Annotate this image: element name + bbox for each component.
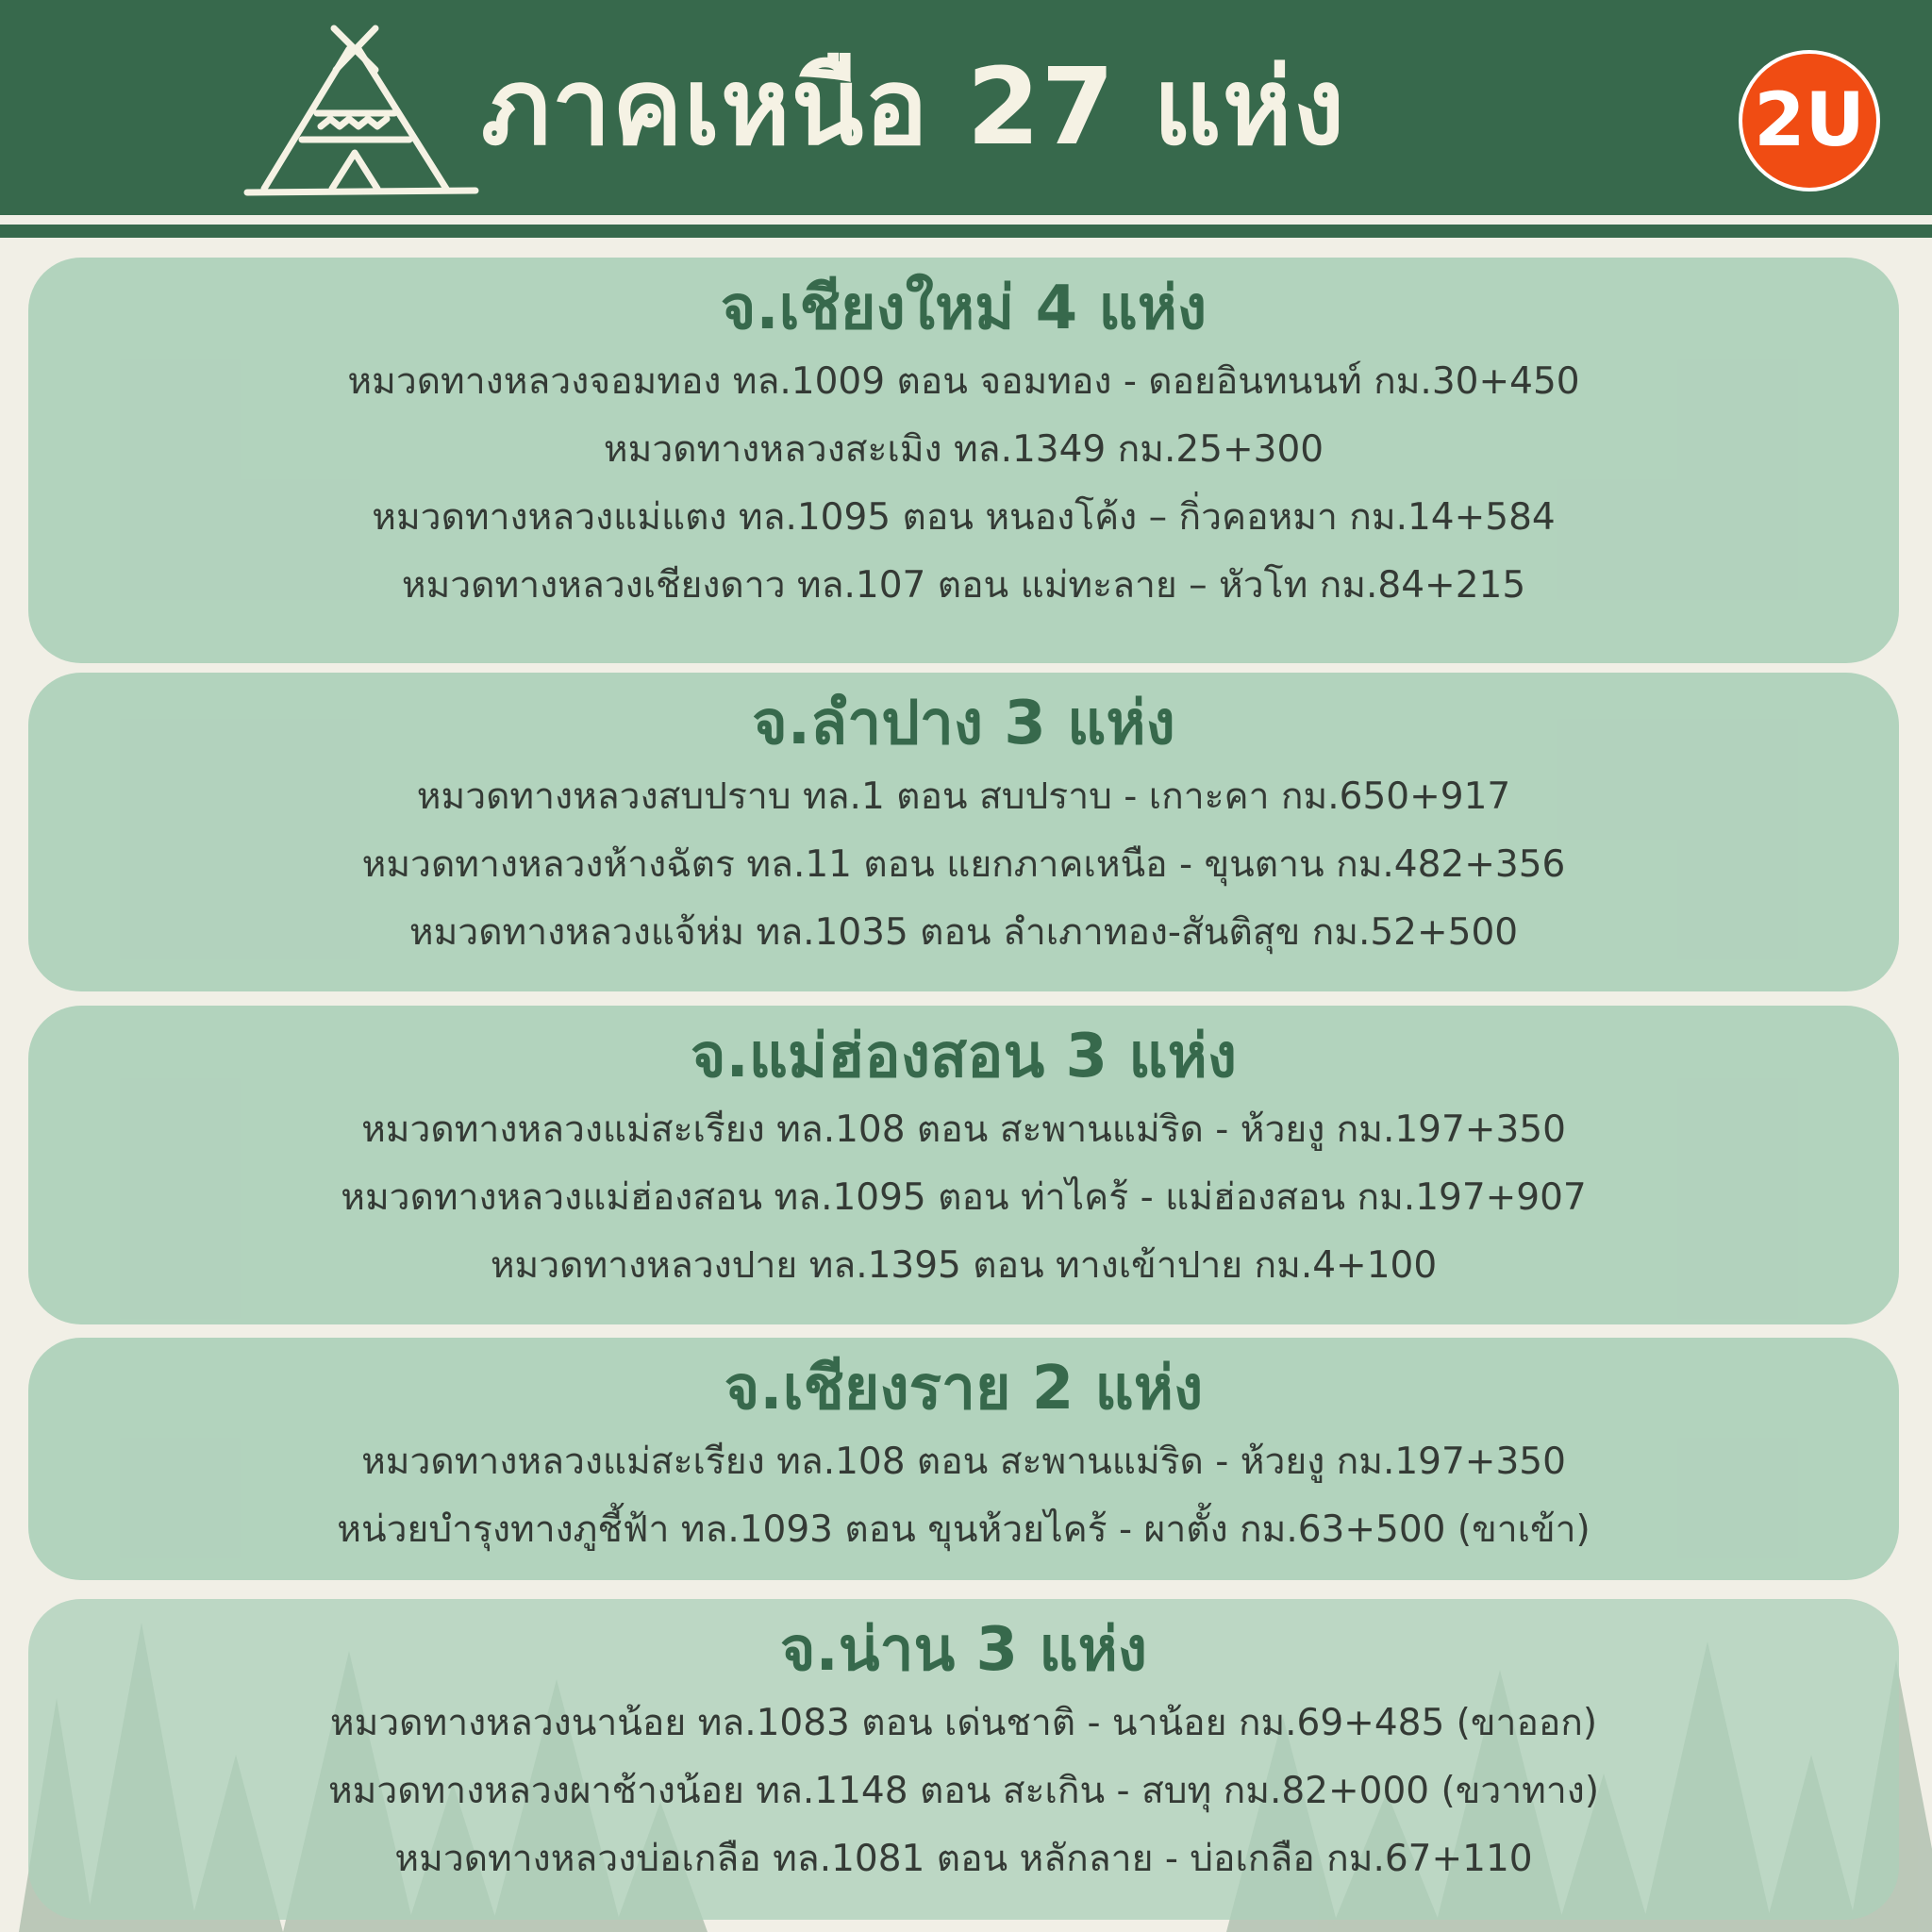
section-title: จ.เชียงใหม่ 4 แห่ง <box>720 274 1208 343</box>
list-item: หมวดทางหลวงสะเมิง ทล.1349 กม.25+300 <box>603 428 1324 471</box>
list-item: หมวดทางหลวงแม่สะเรียง ทล.108 ตอน สะพานแม่ริด - ห้วยงู กม.197+350 <box>361 1108 1566 1151</box>
page-title: ภาคเหนือ 27 แห่ง <box>481 46 1346 169</box>
list-item: หมวดทางหลวงผาช้างน้อย ทล.1148 ตอน สะเกิน - สบทุ กม.82+000 (ขวาทาง) <box>327 1770 1600 1812</box>
section-maehongson <box>28 1006 1899 1324</box>
section-title: จ.ลำปาง 3 แห่ง <box>752 689 1175 758</box>
list-item: หมวดทางหลวงแม่ฮ่องสอน ทล.1095 ตอน ท่าไคร้ - แม่ฮ่องสอน กม.197+907 <box>341 1176 1587 1219</box>
list-item: หน่วยบำรุงทางภูชี้ฟ้า ทล.1093 ตอน ขุนห้วยไคร้ - ผาตั้ง กม.63+500 (ขาเข้า) <box>337 1508 1591 1551</box>
section-chiangrai <box>28 1338 1899 1580</box>
section-nan <box>28 1599 1899 1920</box>
header-divider <box>0 225 1932 238</box>
section-title: จ.แม่ฮ่องสอน 3 แห่ง <box>690 1022 1238 1091</box>
list-item: หมวดทางหลวงจอมทอง ทล.1009 ตอน จอมทอง - ดอยอินทนนท์ กม.30+450 <box>347 360 1580 403</box>
brand-logo: 2U <box>1739 50 1880 192</box>
section-title: จ.น่าน 3 แห่ง <box>779 1615 1148 1685</box>
list-item: หมวดทางหลวงปาย ทล.1395 ตอน ทางเข้าปาย กม.4+100 <box>490 1244 1438 1287</box>
list-item: หมวดทางหลวงนาน้อย ทล.1083 ตอน เด่นชาติ - นาน้อย กม.69+485 (ขาออก) <box>329 1702 1598 1744</box>
list-item: หมวดทางหลวงแม่สะเรียง ทล.108 ตอน สะพานแม่ริด - ห้วยงู กม.197+350 <box>361 1441 1566 1483</box>
section-chiangmai <box>28 258 1899 663</box>
list-item: หมวดทางหลวงห้างฉัตร ทล.11 ตอน แยกภาคเหนือ - ขุนตาน กม.482+356 <box>361 843 1566 886</box>
section-lampang <box>28 673 1899 991</box>
list-item: หมวดทางหลวงแม่แตง ทล.1095 ตอน หนองโค้ง – กิ่วคอหมา กม.14+584 <box>372 496 1556 539</box>
list-item: หมวดทางหลวงบ่อเกลือ ทล.1081 ตอน หลักลาย - บ่อเกลือ กม.67+110 <box>394 1838 1533 1880</box>
tent-icon <box>243 21 479 200</box>
list-item: หมวดทางหลวงเชียงดาว ทล.107 ตอน แม่ทะลาย – หัวโท กม.84+215 <box>401 564 1526 607</box>
section-title: จ.เชียงราย 2 แห่ง <box>724 1354 1204 1424</box>
list-item: หมวดทางหลวงแจ้ห่ม ทล.1035 ตอน ลำเภาทอง-สันติสุข กม.52+500 <box>408 911 1519 954</box>
list-item: หมวดทางหลวงสบปราบ ทล.1 ตอน สบปราบ - เกาะคา กม.650+917 <box>416 775 1511 818</box>
